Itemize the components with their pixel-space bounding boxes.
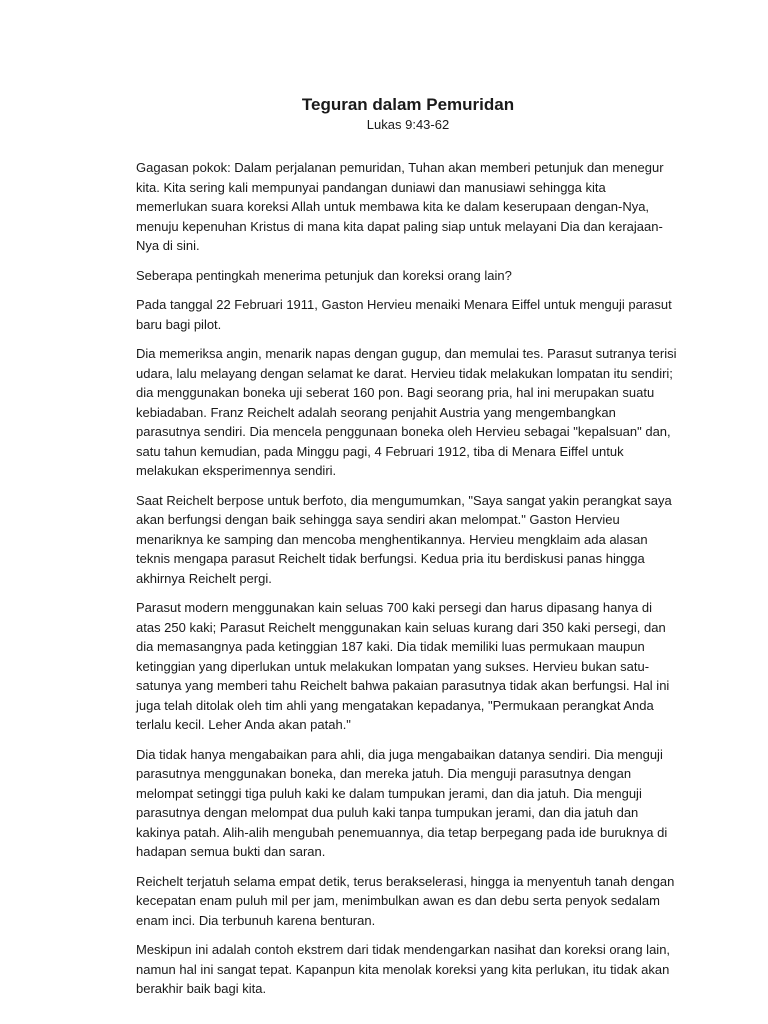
paragraph-parachute-specs: Parasut modern menggunakan kain seluas 700 kaki persegi dan harus dipasang hanya di atas 250 kaki; Parasut Reichelt menggunakan kain seluas kurang dari 350 kaki persegi, dan dia memasangnya pada ketinggian 187 kaki. Dia tidak memiliki luas permukaan maupun ketinggian yang diperlukan untuk melakukan lompatan yang sukses. Hervieu bukan satu-satunya yang memberi tahu Reichelt bahwa pakaian parasutnya tidak akan berfungsi. Hal ini juga telah ditolak oleh tim ahli yang mengatakan kepadanya, "Permukaan perangkat Anda terlalu kecil. Leher Anda akan patah." [136,600,670,732]
paragraph-reichelt-announcement: Saat Reichelt berpose untuk berfoto, dia mengumumkan, "Saya sangat yakin perangkat saya akan berfungsi dengan baik sehingga saya sendiri akan melompat." Gaston Hervieu menariknya ke samping dan mencoba menghentikannya. Hervieu mengklaim ada alasan teknis mengapa parasut Reichelt tidak berfungsi. Kedua pria itu berdiskusi panas hingga akhirnya Reichelt pergi. [136,492,672,586]
document-title: Teguran dalam Pemuridan [301,95,515,114]
paragraph-ignored-data: Dia tidak hanya mengabaikan para ahli, dia juga mengabaikan datanya sendiri. Dia menguji parasutnya menggunakan boneka, dan mereka jatuh. Dia menguji parasutnya dengan melompat setinggi tiga puluh kaki ke dalam tumpukan jerami, dan dia jatuh. Dia menguji parasutnya dengan melompat dua puluh kaki tanpa tumpukan jerami, dan dia jatuh dan kakinya patah. Alih-alih mengubah penemuannya, dia tetap berpegang pada ide buruknya di hadapan semua bukti dan saran. [136,746,668,859]
paragraph-hervieu-test: Dia memeriksa angin, menarik napas dengan gugup, dan memulai tes. Parasut sutranya terisi udara, lalu melayang dengan selamat ke darat. Hervieu tidak melakukan lompatan itu sendiri; dia menggunakan boneka uji seberat 160 pon. Bagi seorang pria, hal ini merupakan suatu kebiadaban. Franz Reichelt adalah seorang penjahit Austria yang mengembangkan parasutnya sendiri. Dia mencela penggunaan boneka oleh Hervieu sebagai "kepalsuan" dan, satu tahun kemudian, pada Minggu pagi, 4 Februari 1912, tiba di Menara Eiffel untuk melakukan eksperimennya sendiri. [136,346,677,478]
paragraph-conclusion: Meskipun ini adalah contoh ekstrem dari tidak mendengarkan nasihat dan koreksi orang lain, namun hal ini sangat tepat. Kapanpun kita menolak koreksi yang kita perlukan, itu tidak akan berakhir baik bagi kita. [136,942,671,996]
paragraph-question: Seberapa pentingkah menerima petunjuk dan koreksi orang lain? [136,267,512,283]
paragraph-fall: Reichelt terjatuh selama empat detik, terus berakselerasi, hingga ia menyentuh tanah dengan kecepatan enam puluh mil per jam, menimbulkan awan es dan debu serta penyok sedalam enam inci. Dia terbunuh karena benturan. [136,873,675,928]
paragraph-main-idea: Gagasan pokok: Dalam perjalanan pemuridan, Tuhan akan memberi petunjuk dan menegur kita. Kita sering kali mempunyai pandangan duniawi dan manusiawi sehingga kita memerlukan suara koreksi Allah untuk membawa kita ke dalam keserupaan dengan-Nya, menuju kepenuhan Kristus di mana kita dapat paling siap untuk melayani Dia dan kerajaan-Nya di sini. [136,160,664,253]
paragraph-hervieu-intro: Pada tanggal 22 Februari 1911, Gaston Hervieu menaiki Menara Eiffel untuk menguji parasut baru bagi pilot. [136,297,672,332]
scripture-reference: Lukas 9:43-62 [366,117,450,132]
